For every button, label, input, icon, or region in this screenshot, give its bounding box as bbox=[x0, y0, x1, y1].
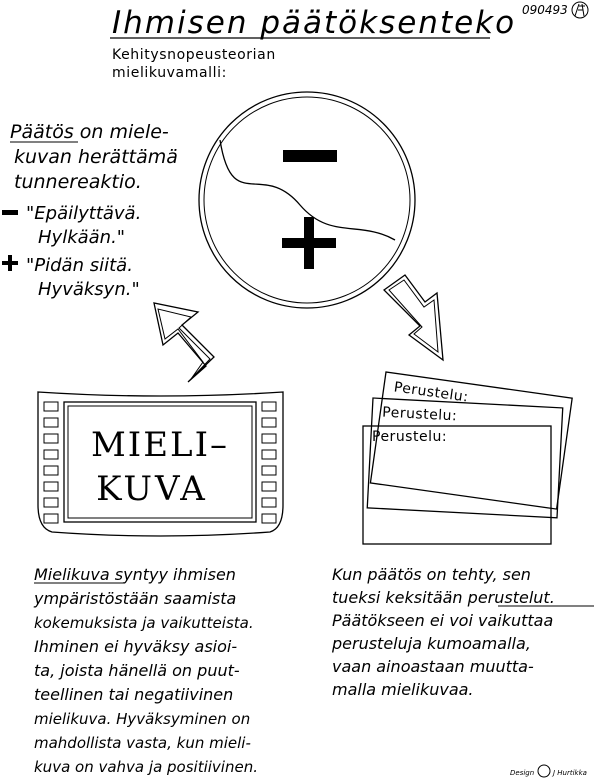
right-line-2 bbox=[332, 588, 555, 607]
left-term: Mielikuva bbox=[34, 565, 110, 584]
definition-line-1-rest: on miele- bbox=[73, 121, 169, 143]
footer-credit bbox=[510, 765, 587, 777]
left-line-7: mielikuva. Hyväksyminen on bbox=[34, 710, 251, 728]
left-line-2: ympäristöstään saamista bbox=[34, 589, 237, 608]
right-line-2-pre: tueksi keksitään bbox=[332, 588, 468, 607]
footer-credit-label: Design bbox=[510, 769, 535, 777]
circle-minus-icon bbox=[283, 150, 337, 162]
minus-reaction-line-1: "Epäilyttävä. bbox=[26, 203, 142, 224]
definition-line-2: kuvan herättämä bbox=[14, 146, 178, 168]
right-line-6: malla mielikuvaa. bbox=[332, 680, 474, 699]
left-line-9: kuva on vahva ja positiivinen. bbox=[34, 758, 258, 776]
page-title: Ihmisen päätöksenteko bbox=[112, 5, 517, 41]
right-line-5: vaan ainoastaan muutta- bbox=[332, 657, 534, 676]
minus-bullet-icon bbox=[2, 210, 18, 215]
definition-line-3: tunnereaktio. bbox=[14, 171, 142, 193]
plus-reaction-line-1: "Pidän siitä. bbox=[26, 255, 133, 276]
film-strip bbox=[38, 392, 283, 536]
arrow-down-to-cards bbox=[384, 275, 443, 360]
minus-reaction-line-2: Hylkään." bbox=[38, 227, 126, 248]
subtitle-line-2: mielikuvamalli: bbox=[112, 65, 227, 81]
left-line-8: mahdollista vasta, kun mieli- bbox=[34, 734, 251, 752]
film-text-line-1: MIELI– bbox=[90, 425, 230, 465]
right-term: perustelut bbox=[467, 588, 550, 607]
left-line-6: teellinen tai negatiivinen bbox=[34, 685, 234, 704]
card-middle-label: Perustelu: bbox=[381, 404, 458, 425]
footer-logo-icon bbox=[538, 765, 550, 777]
author-logo-icon bbox=[572, 2, 588, 18]
left-line-1-rest: syntyy ihmisen bbox=[109, 565, 236, 584]
subtitle-line-1: Kehitysnopeusteorian bbox=[112, 47, 276, 63]
right-line-1: Kun päätös on tehty, sen bbox=[332, 565, 531, 584]
card-front-label: Perustelu: bbox=[372, 429, 448, 445]
arrow-up-to-circle bbox=[154, 303, 214, 382]
right-line-2-post: . bbox=[549, 588, 555, 607]
footer-author: J Hurtikka bbox=[553, 769, 587, 777]
definition-term: Päätös bbox=[10, 121, 74, 143]
document-code: 090493 bbox=[522, 3, 568, 17]
plus-bullet-icon bbox=[2, 255, 18, 271]
left-line-1 bbox=[34, 565, 236, 584]
right-line-4: perusteluja kumoamalla, bbox=[332, 634, 531, 653]
right-line-3: Päätökseen ei voi vaikuttaa bbox=[332, 611, 554, 630]
left-paragraph bbox=[33, 565, 258, 776]
card-back-label: Perustelu: bbox=[392, 379, 470, 406]
reaction-circle bbox=[199, 92, 415, 308]
right-paragraph bbox=[331, 565, 594, 699]
plus-reaction-line-2: Hyväksyn." bbox=[38, 279, 140, 300]
film-text-line-2: KUVA bbox=[96, 469, 208, 509]
definition-line-1 bbox=[10, 121, 169, 143]
left-line-3: kokemuksista ja vaikutteista. bbox=[34, 614, 254, 632]
justification-cards bbox=[363, 372, 572, 544]
film-sprockets-right bbox=[262, 402, 276, 523]
left-line-5: ta, joista hänellä on puut- bbox=[34, 661, 240, 680]
card-middle bbox=[367, 398, 562, 518]
left-line-4: Ihminen ei hyväksy asioi- bbox=[34, 637, 238, 656]
card-front bbox=[363, 426, 551, 544]
film-sprockets-left bbox=[44, 402, 58, 523]
